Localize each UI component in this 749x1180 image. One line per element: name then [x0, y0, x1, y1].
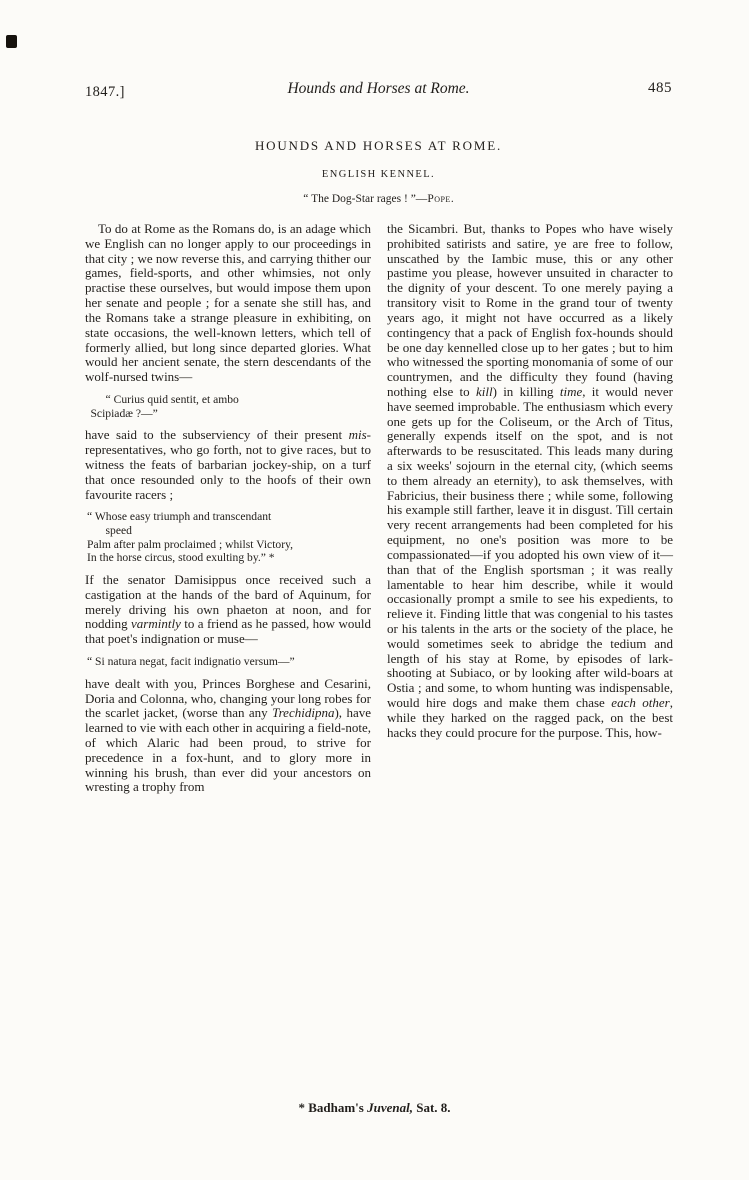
- text-run: , while they harked on the ragged pack, on the best hacks they could procure for the purpose. This, how-: [387, 695, 673, 740]
- text-run: If the senator Damisippus once received such a castigation at the hands of the bard of Aquinum, for merely driving his own phaeton at noon, and for nodding: [85, 572, 371, 632]
- text-run: -representatives, who go forth, not to give races, but to witness the feats of barbarian jockey-ship, on a turf that once resounded only to the hoofs of their own favourite racers ;: [85, 427, 371, 502]
- verse-line: [87, 393, 371, 407]
- text-columns: [85, 222, 673, 795]
- text-run: Sat. 8.: [412, 1100, 451, 1115]
- scan-artifact: [6, 35, 17, 48]
- paragraph: [85, 222, 371, 385]
- text-run: Scipiadæ ?—”: [90, 406, 158, 420]
- text-run: ) in killing: [492, 383, 560, 399]
- text-run: “ Si natura negat, facit indignatio versum—”: [87, 655, 295, 669]
- italic-text: Trechidipna: [272, 705, 335, 721]
- text-run: “ The Dog-Star rages ! ”—: [303, 193, 428, 205]
- paragraph: [387, 222, 673, 740]
- text-run: ), have learned to vie with each other in acquiring a field-note, of which Alaric had been proud, to strive for precedence in a fox-hunt, and to glory more in winning his brush, than ever did your ancestors on wresting a trophy from: [85, 705, 371, 795]
- text-run: In the horse circus, stood exulting by.” *: [87, 551, 275, 565]
- text-run: speed: [105, 524, 132, 538]
- verse-quote: [87, 393, 371, 420]
- text-run: have dealt with you, Princes Borghese and Cesarini, Doria and Colonna, who, changing your long robes for the scarlet jacket, (worse than any: [85, 675, 371, 721]
- edition-date: 1847.]: [85, 84, 125, 100]
- verse-quote: [87, 510, 371, 565]
- verse-line: [87, 551, 371, 565]
- left-column: [85, 222, 371, 795]
- paragraph: [85, 428, 371, 502]
- text-run: the Sicambri. But, thanks to Popes who have wisely prohibited satirists and satire, ye are free to follow, unscathed by the Iambic muse, this or any other pastime you please, however unsuited in character to the dignity of your descent. To one merely paying a transitory visit to Rome in the grand tour of twenty years ago, it might not have occurred as a likely contingency that a pack of English fox-hounds should be one day kennelled close up to her gates ; but to him who witnessed the sporting monomania of some of our countrymen, and the difficulty they found (having nothing else to: [387, 221, 673, 399]
- verse-line: [87, 407, 371, 421]
- right-column: [387, 222, 673, 795]
- italic-text: time: [559, 383, 583, 399]
- text-run: have said to the subserviency of their present: [85, 427, 349, 443]
- text-run: .: [450, 193, 454, 205]
- italic-text: mis: [348, 427, 367, 443]
- verse-quote: [87, 655, 371, 669]
- small-caps-text: Pope: [427, 193, 451, 205]
- text-run: , it would never have seemed improbable. The enthusiasm which every one gets up for the Coliseum, or the Arch of Titus, generally expends itself on the spot, and is not afterwards to be resuscitated. This leads many during a six weeks' sojourn in the eternal city, (which seems to them already an eternity), to ask themselves, with Fabricius, their business there ; while some, following his example still farther, leave it in disgust. Till certain very recent arrangements had been completed for his equipment, no one's position was more to be compassionated—if you adopted his own view of it—than that of the English sportsman ; it was really lamentable to hear him describe, while it would occasionally prompt a smile to see his expedients, to relieve it. Finding little that was congenial to his tastes or his talents in the arts or the society of the place, he would sometimes seek to abridge the tedium and length of his stay at Rome, by episodes of lark-shooting at Subiaco, or by looking after wild-boars at Ostia ; and some, to whom hunting was indispensable, would hire dogs and make them chase: [387, 383, 673, 710]
- text-run: * Badham's: [298, 1100, 368, 1115]
- article-title: HOUNDS AND HORSES AT ROME.: [254, 138, 502, 153]
- text-run: “ Curius quid sentit, et ambo: [105, 392, 239, 406]
- italic-text: varmintly: [131, 616, 181, 632]
- italic-text: each other: [611, 695, 670, 710]
- text-run: “ Whose easy triumph and transcendant: [87, 510, 272, 524]
- text-run: To do at Rome as the Romans do, is an adage which we English can no longer apply to our proceedings in that city ; we now reverse this, and carrying thither our games, field-sports, and other whimsies, not only practise these ourselves, but would impose them upon her senate and people ; for a senate she still has, and the Romans take a strange pleasure in exhibiting, on state occasions, the well-known letters, which tell of formerly allied, but long since departed glories. What would her ancient senate, the stern descendants of the wolf-nursed twins—: [85, 221, 371, 385]
- front-matter: [85, 138, 672, 205]
- verse-line: [87, 538, 371, 552]
- text-run: to a friend as he passed, how would that poet's indignation or muse—: [85, 616, 371, 647]
- epigraph: [85, 193, 672, 205]
- verse-line: [87, 524, 371, 538]
- text-run: Palm after palm proclaimed ; whilst Victory,: [87, 537, 294, 551]
- italic-text: Juvenal,: [367, 1100, 413, 1115]
- running-title: Hounds and Horses at Rome.: [287, 80, 470, 97]
- verse-line: [87, 655, 371, 669]
- page-number: 485: [648, 80, 672, 96]
- page-header: [85, 80, 672, 102]
- article-subtitle: ENGLISH KENNEL.: [321, 169, 436, 180]
- paragraph: [85, 677, 371, 796]
- paragraph: [85, 573, 371, 647]
- verse-line: [87, 510, 371, 524]
- footnote: [0, 1100, 749, 1116]
- italic-text: kill: [475, 383, 493, 399]
